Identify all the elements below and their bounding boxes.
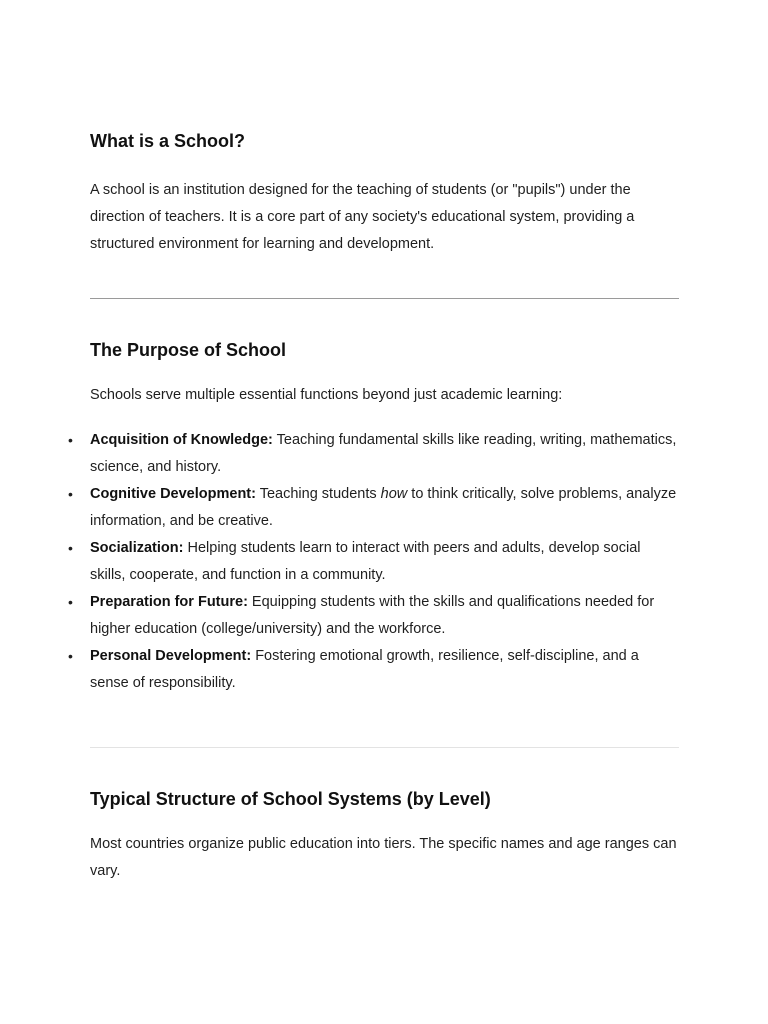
list-item-text: Teaching students [255, 486, 381, 502]
section-divider [90, 747, 679, 748]
list-item [68, 643, 679, 697]
list-item-emphasis: how [380, 486, 408, 502]
list-item-text: to think critically, solve problems, analyze information, and be creative. [90, 486, 677, 529]
bullet-icon: • [68, 486, 73, 502]
list-item-term: Preparation for Future: [90, 594, 248, 610]
list-item-text: Fostering emotional growth, resilience, self-discipline, and a sense of responsibility. [90, 648, 639, 691]
list-item-text: Helping students learn to interact with peers and adults, develop social skills, cooperate, and function in a community. [90, 540, 641, 583]
bullet-icon: • [68, 540, 73, 556]
section-paragraph-what-is-school: A school is an institution designed for the teaching of students (or "pupils") under the direction of teachers. It is a core part of any society's educational system, providing a structured environment for learning and development. [90, 182, 635, 252]
list-item-text: Equipping students with the skills and qualifications needed for higher education (college/university) and the workforce. [90, 594, 655, 637]
section-title-what-is-school: What is a School? [90, 131, 246, 151]
bullet-icon: • [68, 648, 73, 664]
list-item [68, 427, 679, 481]
list-item-text: Teaching fundamental skills like reading, writing, mathematics, science, and history. [90, 432, 677, 475]
bullet-icon: • [68, 432, 73, 448]
list-item [68, 535, 679, 589]
list-item-term: Personal Development: [90, 648, 252, 664]
purpose-list [68, 427, 679, 697]
section-title-purpose: The Purpose of School [90, 340, 287, 360]
section-divider [90, 298, 679, 299]
list-item [68, 589, 679, 643]
section-paragraph-structure: Most countries organize public education into tiers. The specific names and age ranges can vary. [90, 836, 677, 879]
list-item-term: Socialization: [90, 540, 184, 556]
list-item-term: Cognitive Development: [90, 486, 256, 502]
list-item-term: Acquisition of Knowledge: [90, 432, 273, 448]
article-content [68, 128, 679, 885]
section-title-structure: Typical Structure of School Systems (by Level) [90, 789, 491, 809]
section-intro-purpose: Schools serve multiple essential functions beyond just academic learning: [90, 387, 563, 403]
list-item [68, 481, 679, 535]
bullet-icon: • [68, 594, 73, 610]
